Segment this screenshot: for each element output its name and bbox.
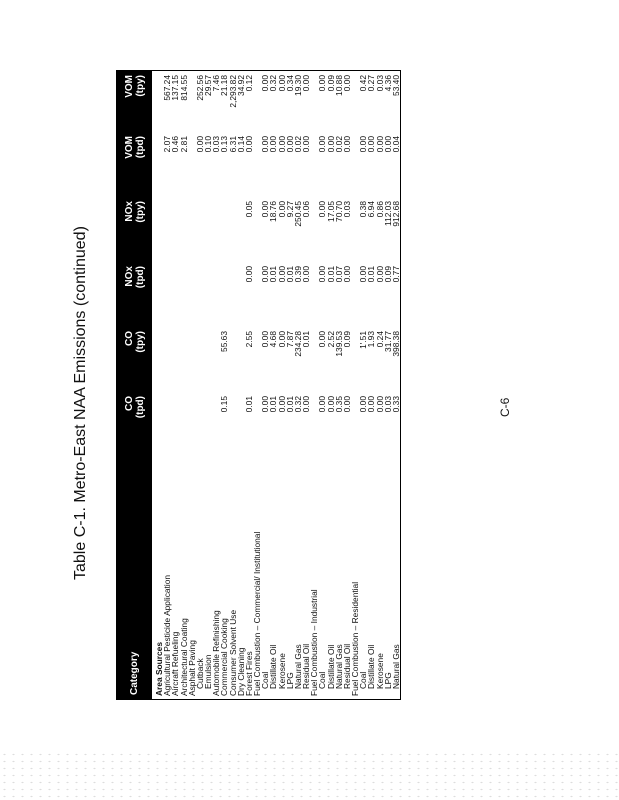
cell-co-tpd: 0.00: [260, 396, 271, 413]
cell-category: Asphalt Paving: [186, 640, 197, 696]
table-row: [204, 71, 212, 699]
cell-vom-tpd: 0.00: [284, 136, 295, 153]
emissions-table: [116, 70, 401, 700]
cell-co-tpy: 139.53: [333, 331, 344, 357]
table-row: [310, 71, 318, 699]
cell-co-tpd: [204, 396, 212, 461]
cell-category: Coal: [260, 671, 271, 689]
cell-category: Cutback: [194, 658, 205, 689]
cell-vom-tpd: 0.00: [366, 136, 377, 153]
cell-nox-tpy: [212, 201, 220, 266]
cell-category: Natural Gas: [390, 644, 401, 689]
cell-co-tpd: 0.00: [341, 396, 352, 413]
cell-vom-tpd: 0.00: [268, 136, 279, 153]
header-nox-tpd: NOx (tpd): [123, 266, 146, 289]
table-row: [351, 71, 359, 699]
cell-category: Distillate Oil: [325, 644, 336, 689]
cell-co-tpy: [155, 331, 163, 396]
cell-nox-tpd: 0.77: [390, 266, 401, 283]
cell-co-tpy: 2.52: [325, 331, 336, 348]
cell-co-tpd: [180, 396, 188, 461]
cell-vom-tpy: 29.57: [203, 75, 214, 96]
cell-vom-tpy: 0.00: [276, 75, 287, 92]
cell-co-tpd: 0.01: [243, 396, 254, 413]
cell-nox-tpd: [196, 266, 204, 331]
table-row: [253, 71, 261, 699]
table-row: [180, 71, 188, 699]
cell-co-tpd: 0.32: [292, 396, 303, 413]
cell-vom-tpd: 0.14: [235, 136, 246, 153]
cell-vom-tpy: 0.00: [317, 75, 328, 92]
cell-nox-tpd: [155, 266, 163, 331]
table-row: [220, 71, 228, 699]
cell-nox-tpy: 0.06: [301, 201, 312, 218]
cell-nox-tpd: 0.00: [276, 266, 287, 283]
table-row: [335, 71, 343, 699]
header-vom-tpy: VOM (tpy): [123, 75, 146, 98]
cell-vom-tpy: 19.30: [292, 75, 303, 96]
cell-category: Residual Oil: [301, 643, 312, 689]
cell-nox-tpd: [163, 266, 171, 331]
cell-category: Distillate Oil: [366, 644, 377, 689]
table-row: [384, 71, 392, 699]
cell-nox-tpd: 0.00: [317, 266, 328, 283]
cell-co-tpd: [171, 396, 179, 461]
cell-co-tpd: [196, 396, 204, 461]
cell-vom-tpy: 7.46: [211, 75, 222, 92]
scan-noise: [0, 752, 619, 800]
cell-nox-tpd: 0.00: [341, 266, 352, 283]
cell-vom-tpy: 34.92: [235, 75, 246, 96]
cell-co-tpy: 0.01: [301, 331, 312, 348]
cell-vom-tpy: 0.03: [374, 75, 385, 92]
header-vom-tpd: VOM (tpd): [123, 136, 146, 159]
table-row: [163, 71, 171, 699]
cell-vom-tpd: 0.00: [194, 136, 205, 153]
table-row: [171, 71, 179, 699]
cell-vom-tpy: 0.00: [301, 75, 312, 92]
cell-vom-tpy: 0.34: [284, 75, 295, 92]
table-row: [212, 71, 220, 699]
cell-nox-tpd: [171, 266, 179, 331]
cell-nox-tpy: [180, 201, 188, 266]
cell-category: Residual Oil: [341, 643, 352, 689]
cell-co-tpy: 1'.51: [358, 331, 369, 349]
table-body: [155, 71, 400, 699]
cell-category: Aircraft Refueling: [170, 631, 181, 696]
cell-co-tpd: 0.01: [268, 396, 279, 413]
cell-co-tpd: 0.15: [219, 396, 230, 413]
cell-nox-tpd: [180, 266, 188, 331]
cell-category: Fuel Combustion – Commercial/ Institutional: [252, 531, 263, 696]
cell-co-tpy: [204, 331, 212, 396]
cell-nox-tpd: [220, 266, 228, 331]
cell-category: Fuel Combustion – Residential: [350, 581, 361, 696]
header-co-tpd: CO (tpd): [123, 396, 146, 419]
cell-co-tpy: 234.28: [292, 331, 303, 357]
cell-vom-tpy: 0.42: [358, 75, 369, 92]
cell-vom-tpy: 814.55: [178, 75, 189, 101]
cell-co-tpy: [188, 331, 196, 396]
cell-nox-tpy: [163, 201, 171, 266]
cell-nox-tpd: 0.07: [333, 266, 344, 283]
cell-co-tpy: [229, 331, 237, 396]
cell-nox-tpy: [196, 201, 204, 266]
cell-nox-tpy: 0.00: [276, 201, 287, 218]
cell-vom-tpd: 2.07: [162, 136, 173, 153]
cell-vom-tpy: 53.40: [390, 75, 401, 96]
cell-nox-tpd: 0.01: [284, 266, 295, 283]
cell-category: Automobile Refinishing: [211, 610, 222, 696]
cell-nox-tpd: 0.00: [301, 266, 312, 283]
cell-co-tpy: 0.00: [260, 331, 271, 348]
table-row: [294, 71, 302, 699]
cell-category: Architectural Coating: [178, 618, 189, 696]
cell-nox-tpy: [155, 201, 163, 266]
cell-vom-tpd: 0.02: [333, 136, 344, 153]
cell-vom-tpd: 0.10: [203, 136, 214, 153]
cell-co-tpy: 0.00: [317, 331, 328, 348]
table-row: [392, 71, 400, 699]
cell-nox-tpy: 0.00: [317, 201, 328, 218]
cell-vom-tpy: 10.88: [333, 75, 344, 96]
cell-co-tpd: 0.00: [325, 396, 336, 413]
cell-nox-tpy: 112.03: [382, 201, 393, 226]
cell-nox-tpy: 250.45: [292, 201, 303, 227]
cell-nox-tpy: 17.05: [325, 201, 336, 222]
cell-co-tpd: [188, 396, 196, 461]
cell-vom-tpy: 0.27: [366, 75, 377, 92]
cell-category: Kerosene: [276, 653, 287, 689]
cell-co-tpd: 0.00: [276, 396, 287, 413]
cell-co-tpy: 2.55: [243, 331, 254, 348]
cell-category: Coal: [317, 671, 328, 689]
table-row: [196, 71, 204, 699]
cell-vom-tpd: 0.00: [358, 136, 369, 153]
cell-nox-tpy: 9.27: [284, 201, 295, 218]
cell-nox-tpd: [229, 266, 237, 331]
cell-category: Fuel Combustion – Industrial: [309, 589, 320, 696]
cell-nox-tpd: 0.00: [374, 266, 385, 283]
cell-category: LPG: [284, 672, 295, 689]
cell-nox-tpy: 18.76: [268, 201, 279, 222]
cell-nox-tpy: [220, 201, 228, 266]
cell-category: Coal: [358, 671, 369, 689]
header-category: Category: [129, 651, 140, 695]
cell-vom-tpd: 0.02: [292, 136, 303, 153]
cell-co-tpy: [163, 331, 171, 396]
cell-vom-tpy: 0.00: [341, 75, 352, 92]
cell-nox-tpy: 0.38: [358, 201, 369, 218]
table-header: [117, 71, 152, 699]
header-nox-tpy: NOx (tpy): [123, 201, 146, 223]
cell-nox-tpy: 6.94: [366, 201, 377, 218]
cell-co-tpd: 0.35: [333, 396, 344, 413]
cell-nox-tpd: 0.09: [382, 266, 393, 283]
cell-nox-tpd: [204, 266, 212, 331]
cell-co-tpd: [229, 396, 237, 461]
cell-co-tpy: 398.38: [390, 331, 401, 357]
cell-category: Consumer Solvent Use: [227, 609, 238, 696]
cell-nox-tpy: 0.05: [243, 201, 254, 218]
cell-category: Natural Gas: [292, 644, 303, 689]
cell-vom-tpy: 567.24: [162, 75, 173, 101]
cell-category: Commercial Cooking: [219, 618, 230, 696]
cell-vom-tpy: 0.32: [268, 75, 279, 92]
table-row: [359, 71, 367, 699]
cell-nox-tpy: 912.68: [390, 201, 401, 227]
cell-nox-tpy: 0.86: [374, 201, 385, 218]
cell-nox-tpy: 70.70: [333, 201, 344, 222]
cell-vom-tpy: 0.09: [325, 75, 336, 92]
table-row: [286, 71, 294, 699]
table-title: Table C-1. Metro-East NAA Emissions (continued): [72, 226, 89, 580]
cell-vom-tpd: 0.00: [260, 136, 271, 153]
cell-vom-tpd: 0.13: [219, 136, 230, 153]
table-row: [229, 71, 237, 699]
cell-vom-tpd: 0.00: [374, 136, 385, 153]
table-row: [376, 71, 384, 699]
cell-nox-tpy: [204, 201, 212, 266]
table-row: [261, 71, 269, 699]
cell-co-tpd: 0.00: [358, 396, 369, 413]
table-row: [278, 71, 286, 699]
cell-co-tpd: 0.00: [374, 396, 385, 413]
cell-nox-tpd: 0.01: [325, 266, 336, 283]
cell-vom-tpd: 0.00: [341, 136, 352, 153]
cell-co-tpd: 0.01: [284, 396, 295, 413]
page-number: C-6: [498, 397, 512, 417]
cell-vom-tpd: 0.04: [390, 136, 401, 153]
cell-nox-tpy: [229, 201, 237, 266]
cell-co-tpy: 0.09: [341, 331, 352, 348]
cell-category: Kerosene: [374, 653, 385, 689]
cell-co-tpy: 31.77: [382, 331, 393, 352]
cell-nox-tpd: [188, 266, 196, 331]
cell-nox-tpy: 0.03: [341, 201, 352, 218]
cell-category: Emulsion: [203, 654, 214, 689]
cell-nox-tpd: 0.00: [358, 266, 369, 283]
cell-co-tpy: 0.24: [374, 331, 385, 348]
cell-vom-tpy: 2,293.82: [227, 75, 238, 108]
cell-co-tpy: 0.00: [276, 331, 287, 348]
table-row: [269, 71, 277, 699]
cell-vom-tpd: 0.46: [170, 136, 181, 153]
cell-co-tpd: 0.33: [390, 396, 401, 413]
cell-nox-tpd: 0.01: [366, 266, 377, 283]
cell-co-tpy: [180, 331, 188, 396]
cell-category: Natural Gas: [333, 644, 344, 689]
cell-nox-tpd: 0.39: [292, 266, 303, 283]
cell-co-tpy: 4.68: [268, 331, 279, 348]
cell-co-tpd: 0.00: [301, 396, 312, 413]
cell-nox-tpy: [171, 201, 179, 266]
cell-co-tpy: [196, 331, 204, 396]
cell-co-tpd: [163, 396, 171, 461]
cell-nox-tpy: 0.00: [260, 201, 271, 218]
cell-vom-tpy: 4.36: [382, 75, 393, 92]
cell-category: Dry Cleaning: [235, 647, 246, 696]
cell-vom-tpd: 0.03: [211, 136, 222, 153]
cell-nox-tpd: 0.00: [260, 266, 271, 283]
cell-nox-tpd: 0.01: [268, 266, 279, 283]
cell-vom-tpy: 0.12: [243, 75, 254, 92]
cell-co-tpd: 0.00: [317, 396, 328, 413]
table-row: [327, 71, 335, 699]
table-row: [188, 71, 196, 699]
cell-co-tpy: 1.93: [366, 331, 377, 348]
cell-vom-tpd: 2.81: [178, 136, 189, 153]
cell-category: Distillate Oil: [268, 644, 279, 689]
cell-co-tpy: 7.87: [284, 331, 295, 348]
table-row: [237, 71, 245, 699]
header-co-tpy: CO (tpy): [123, 331, 146, 353]
cell-vom-tpd: 6.31: [227, 136, 238, 153]
cell-vom-tpd: 0.00: [382, 136, 393, 153]
cell-vom-tpy: 137.15: [170, 75, 181, 101]
cell-co-tpy: 55.63: [219, 331, 230, 352]
cell-co-tpd: [155, 396, 163, 461]
table-row: [367, 71, 375, 699]
cell-co-tpd: 0.00: [366, 396, 377, 413]
cell-vom-tpy: 252.56: [194, 75, 205, 101]
cell-vom-tpy: 21.18: [219, 75, 230, 96]
cell-co-tpy: [171, 331, 179, 396]
cell-category: Agricultural Pesticide Application: [162, 574, 173, 696]
cell-vom-tpd: 0.00: [317, 136, 328, 153]
cell-vom-tpd: 0.00: [325, 136, 336, 153]
cell-category: LPG: [382, 672, 393, 689]
cell-vom-tpy: 0.00: [260, 75, 271, 92]
cell-vom-tpd: 0.00: [301, 136, 312, 153]
cell-nox-tpd: 0.00: [243, 266, 254, 283]
cell-vom-tpd: 0.00: [243, 136, 254, 153]
cell-co-tpd: 0.03: [382, 396, 393, 413]
cell-category: Forest Fires: [243, 651, 254, 696]
cell-vom-tpd: 0.00: [276, 136, 287, 153]
cell-nox-tpy: [188, 201, 196, 266]
cell-category: Area Sources: [154, 642, 164, 696]
cell-nox-tpd: [212, 266, 220, 331]
table-row: [318, 71, 326, 699]
